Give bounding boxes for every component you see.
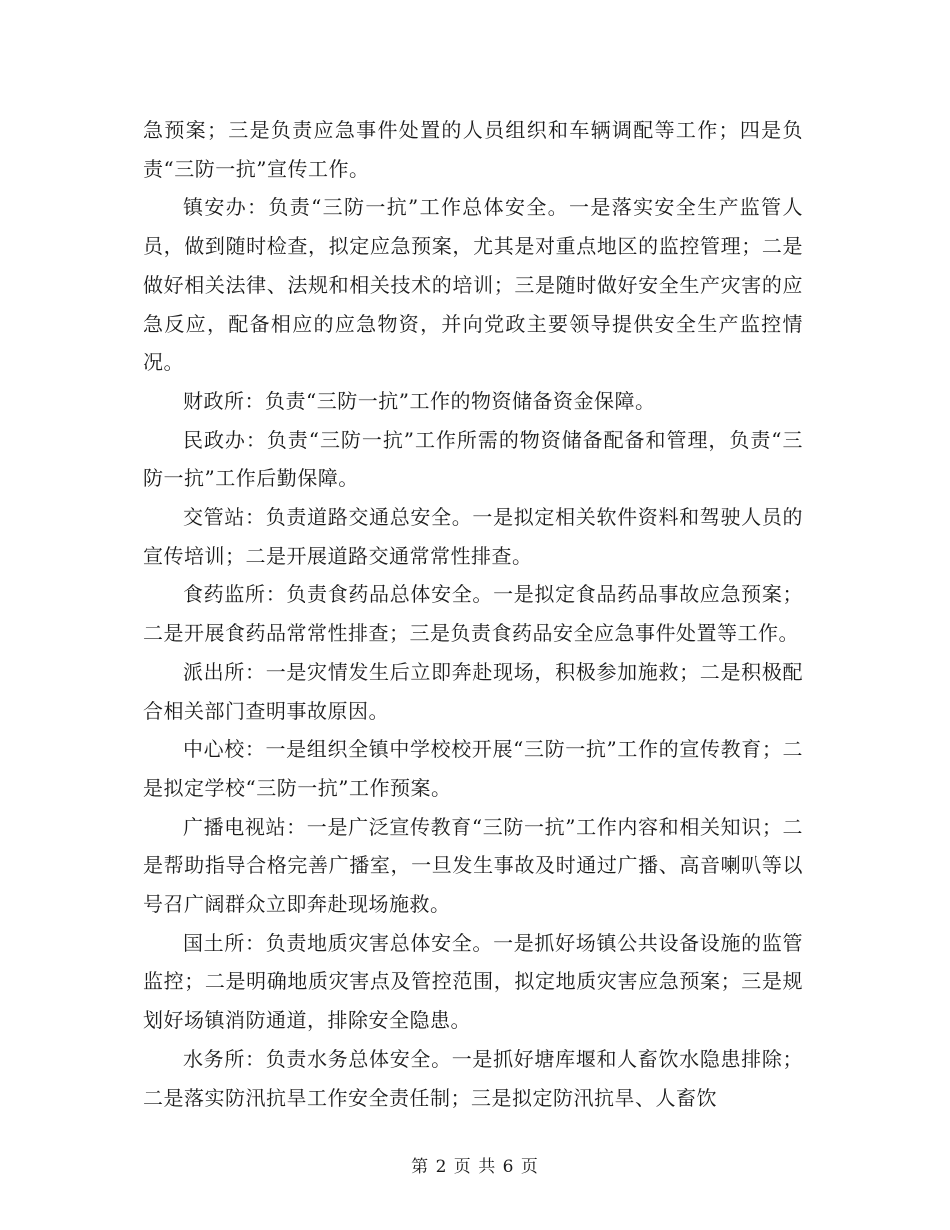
page-number-footer: 第 2 页 共 6 页 bbox=[411, 1157, 539, 1177]
paragraph-traffic-station: 交管站：负责道路交通总安全。一是拟定相关软件资料和驾驶人员的宣传培训；二是开展道路交通常常性排查。 bbox=[143, 505, 803, 568]
paragraph-town-safety-office: 镇安办：负责“三防一抗”工作总体安全。一是落实安全生产监管人员，做到随时检查，拟定应急预案，尤其是对重点地区的监控管理；二是做好相关法律、法规和相关技术的培训；三是随时做好安全生产灾害的应急反应，配备相应的应急物资，并向党政主要领导提供安全生产监控情况。 bbox=[143, 195, 803, 375]
document-body bbox=[143, 111, 803, 1117]
paragraph-central-school: 中心校：一是组织全镇中学校校开展“三防一抗”工作的宣传教育；二是拟定学校“三防一抗”工作预案。 bbox=[143, 737, 803, 800]
paragraph-land-office: 国土所：负责地质灾害总体安全。一是抓好场镇公共设备设施的监管监控；二是明确地质灾害点及管控范围，拟定地质灾害应急预案；三是规划好场镇消防通道，排除安全隐患。 bbox=[143, 930, 803, 1033]
paragraph-broadcast-station: 广播电视站：一是广泛宣传教育“三防一抗”工作内容和相关知识；二是帮助指导合格完善广播室，一旦发生事故及时通过广播、高音喇叭等以号召广阔群众立即奔赴现场施救。 bbox=[143, 814, 803, 917]
paragraph-continued: 急预案；三是负责应急事件处置的人员组织和车辆调配等工作；四是负责“三防一抗”宣传工作。 bbox=[143, 118, 803, 181]
paragraph-food-drug-office: 食药监所：负责食药品总体安全。一是拟定食品药品事故应急预案；二是开展食药品常常性排查；三是负责食药品安全应急事件处置等工作。 bbox=[143, 582, 803, 646]
paragraph-civil-affairs-office: 民政办：负责“三防一抗”工作所需的物资储备配备和管理，负责“三防一抗”工作后勤保障。 bbox=[143, 427, 803, 491]
paragraph-police-station: 派出所：一是灾情发生后立即奔赴现场，积极参加施救；二是积极配合相关部门查明事故原因。 bbox=[143, 659, 803, 723]
paragraph-finance-office: 财政所：负责“三防一抗”工作的物资储备资金保障。 bbox=[183, 388, 656, 413]
paragraph-water-office: 水务所：负责水务总体安全。一是抓好塘库堰和人畜饮水隐患排除；二是落实防汛抗旱工作安全责任制；三是拟定防汛抗旱、人畜饮 bbox=[143, 1046, 803, 1110]
